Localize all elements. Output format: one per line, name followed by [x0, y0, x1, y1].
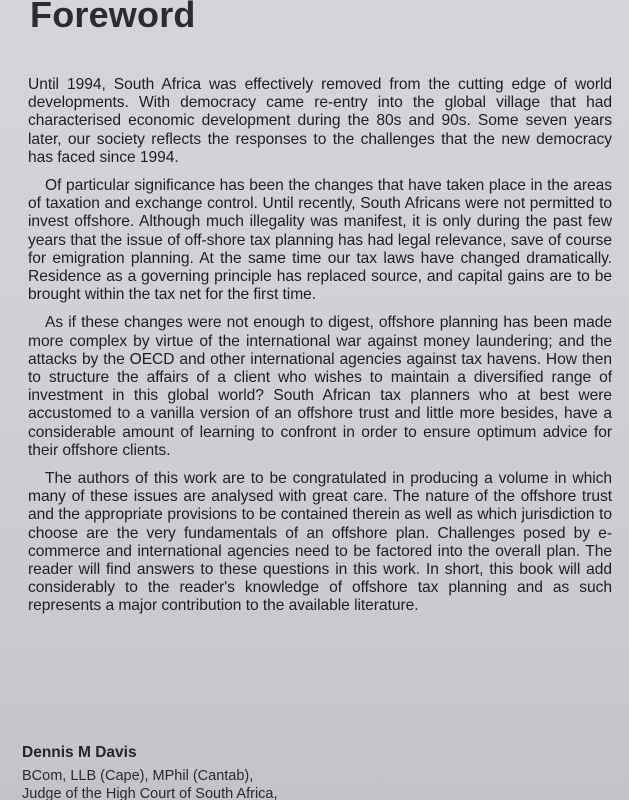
foreword-body [28, 76, 612, 626]
author-credentials: BCom, LLB (Cape), MPhil (Cantab), [22, 768, 254, 784]
paragraph-3: As if these changes were not enough to digest, offshore planning has been made more complex by virtue of the international war against money laundering; and the attacks by the OECD and other international agencies against tax havens. How then to structure the affairs of a client who wishes to maintain a diversified range of investment in this global world? South African tax planners who at best were accustomed to a vanilla version of an offshore trust and little more besides, have a considerable amount of learning to confront in order to ensure optimum advice for their offshore clients. [28, 314, 612, 459]
signature-block [22, 743, 612, 800]
author-position: Judge of the High Court of South Africa, [22, 786, 278, 800]
paragraph-4: The authors of this work are to be congratulated in producing a volume in which many of these issues are analysed with great care. The nature of the offshore trust and the appropriate provisions to be contained therein as well as which jurisdiction to choose are the very fundamentals of an offshore plan. Challenges posed by e-commerce and international agencies need to be factored into the overall plan. The reader will find answers to these questions in this work. In short, this book will add considerably to the reader's knowledge of offshore tax planning and as such represents a major contribution to the available literature. [28, 470, 612, 615]
paragraph-1: Until 1994, South Africa was effectively removed from the cutting edge of world developments. With democracy came re-entry into the global village that had characterised economic development during the 80s and 90s. Some seven years later, our society reflects the responses to the challenges that the new democracy has faced since 1994. [28, 76, 612, 166]
paragraph-2: Of particular significance has been the changes that have taken place in the areas of taxation and exchange control. Until recently, South Africans were not permitted to invest offshore. Although much illegality was manifest, it is only during the past few years that the issue of off-shore tax planning has had legal relevance, save of course for emigration planning. At the same time our tax laws have changed dramatically. Residence as a governing principle has replaced source, and capital gains are to be brought within the tax net for the first time. [28, 177, 612, 304]
page-title: Foreword [30, 0, 196, 35]
author-name: Dennis M Davis [22, 744, 137, 761]
